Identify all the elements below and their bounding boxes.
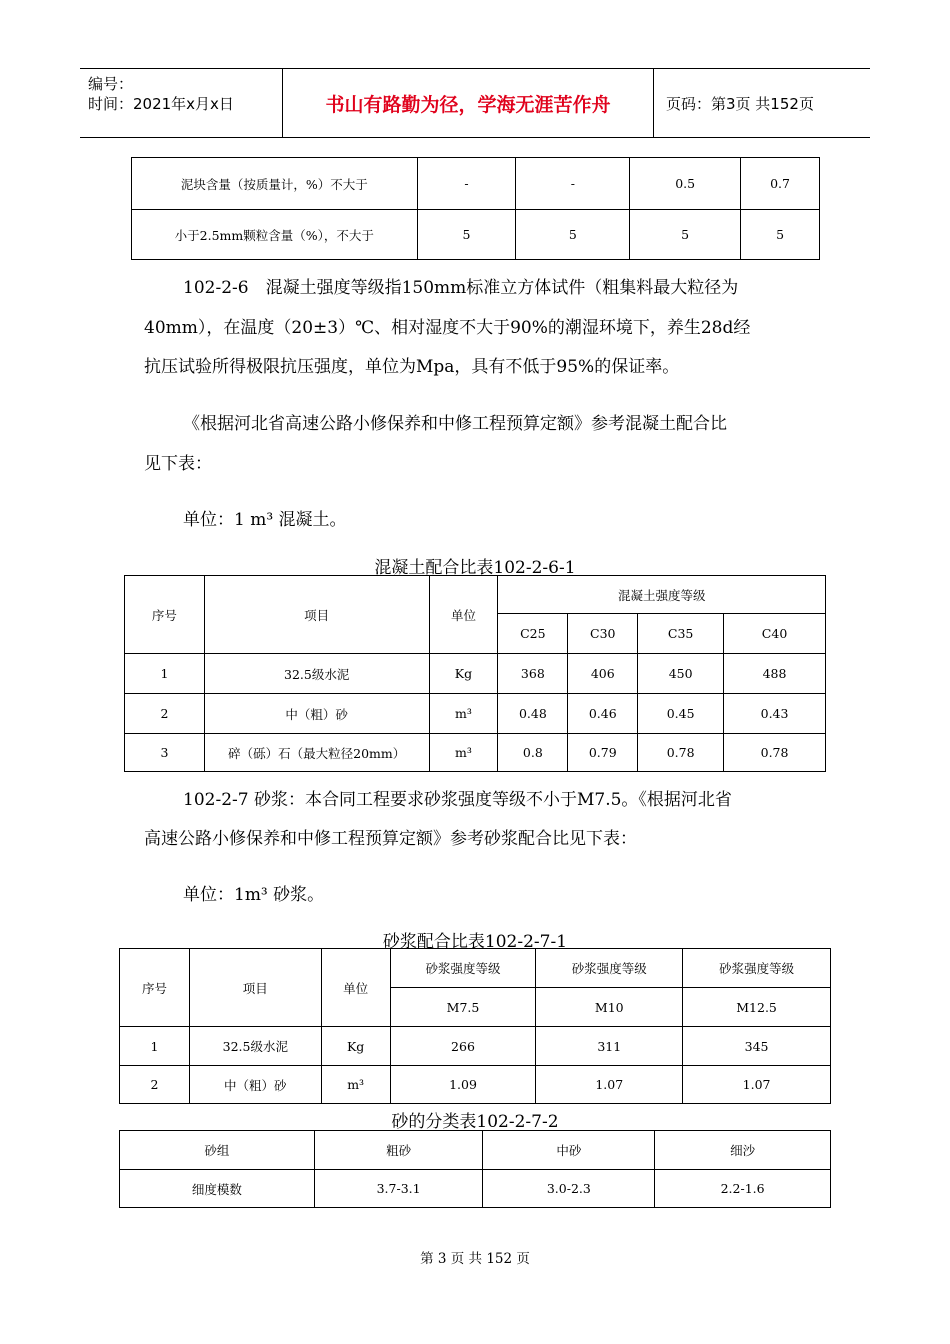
para-102-2-7-line2: 高速公路小修保养和中修工程预算定额》参考砂浆配合比见下表： (144, 829, 637, 849)
concrete-mix-table (124, 575, 826, 772)
header-item: 项目 (189, 949, 321, 1027)
table-cell: 0.78 (724, 734, 826, 772)
table-cell: 0.79 (568, 734, 638, 772)
table-cell: 小于2.5mm颗粒含量（%），不大于 (132, 210, 418, 260)
table-cell: 32.5级水泥 (189, 1027, 321, 1066)
table-cell: 368 (498, 654, 568, 694)
header-no: 序号 (120, 949, 190, 1027)
aggregate-table (131, 157, 820, 260)
page-footer: 第 3 页 共 152 页 (420, 1251, 530, 1267)
concrete-table-caption: 混凝土配合比表102-2-6-1 (374, 558, 576, 578)
sand-class-table (119, 1130, 831, 1208)
table-cell: m³ (321, 1066, 390, 1104)
header-page-label: 页码：第3页 共152页 (666, 94, 814, 113)
table-cell: - (516, 158, 630, 210)
table-row (125, 734, 826, 772)
table-cell: m³ (429, 734, 498, 772)
table-cell: 1 (125, 654, 205, 694)
table-header-row (120, 949, 831, 988)
header-grade: 砂浆强度等级 (390, 949, 536, 988)
header-no: 序号 (125, 576, 205, 654)
table-cell: 粗砂 (314, 1131, 483, 1170)
grade-cell: M7.5 (390, 988, 536, 1027)
table-cell: 0.43 (724, 694, 826, 734)
table-cell: 32.5级水泥 (204, 654, 429, 694)
table-cell: 2 (120, 1066, 190, 1104)
para-ref1-line1: 《根据河北省高速公路小修保养和中修工程预算定额》参考混凝土配合比 (183, 414, 727, 434)
table-cell: 5 (516, 210, 630, 260)
table-cell: 2 (125, 694, 205, 734)
table-cell: 0.8 (498, 734, 568, 772)
para-102-2-6-line2: 40mm），在温度（20±3）℃、相对湿度不大于90%的潮湿环境下，养生28d经 (144, 318, 751, 338)
table-cell: 中砂 (483, 1131, 655, 1170)
unit-line-1: 单位：1 m³ 混凝土。 (183, 510, 347, 530)
grade-cell: C35 (638, 614, 724, 654)
table-cell: Kg (429, 654, 498, 694)
grade-cell: C25 (498, 614, 568, 654)
table-cell: Kg (321, 1027, 390, 1066)
para-102-2-7-line1: 102-2-7 砂浆：本合同工程要求砂浆强度等级不小于M7.5。《根据河北省 (183, 790, 732, 810)
table-cell: 0.45 (638, 694, 724, 734)
table-cell: 泥块含量（按质量计，%）不大于 (132, 158, 418, 210)
table-cell: 266 (390, 1027, 536, 1066)
mortar-mix-table (119, 948, 831, 1104)
header-meta (80, 69, 283, 137)
table-cell: 0.5 (630, 158, 741, 210)
table-cell: 406 (568, 654, 638, 694)
header-slogan: 书山有路勤为径，学海无涯苦作舟 (283, 69, 654, 137)
header-page (660, 69, 870, 137)
grade-cell: C40 (724, 614, 826, 654)
table-cell: 3 (125, 734, 205, 772)
header-unit: 单位 (429, 576, 498, 654)
table-cell: 3.7-3.1 (314, 1170, 483, 1208)
table-cell: m³ (429, 694, 498, 734)
table-cell: 0.48 (498, 694, 568, 734)
table-cell: 砂组 (120, 1131, 315, 1170)
table-cell: 1.09 (390, 1066, 536, 1104)
header-grade: 砂浆强度等级 (683, 949, 831, 988)
table-cell: 1.07 (536, 1066, 683, 1104)
table-cell: 450 (638, 654, 724, 694)
table-cell: 0.46 (568, 694, 638, 734)
table-cell: 488 (724, 654, 826, 694)
table-cell: 5 (630, 210, 741, 260)
table-header-row (120, 1131, 831, 1170)
table-cell: 3.0-2.3 (483, 1170, 655, 1208)
grade-cell: C30 (568, 614, 638, 654)
table-cell: 5 (741, 210, 820, 260)
table-row (132, 158, 820, 210)
table-cell: 中（粗）砂 (204, 694, 429, 734)
table-row (120, 1170, 831, 1208)
sand-table-caption: 砂的分类表102-2-7-2 (391, 1112, 559, 1132)
header-number: 编号： (88, 75, 134, 93)
para-102-2-6-line3: 抗压试验所得极限抗压强度，单位为Mpa，具有不低于95%的保证率。 (144, 357, 680, 377)
unit-line-2: 单位：1m³ 砂浆。 (183, 885, 325, 905)
table-cell: 2.2-1.6 (655, 1170, 831, 1208)
table-cell: 细沙 (655, 1131, 831, 1170)
table-cell: 1.07 (683, 1066, 831, 1104)
table-cell: 碎（砾）石（最大粒径20mm） (204, 734, 429, 772)
table-cell: 345 (683, 1027, 831, 1066)
table-cell: 细度模数 (120, 1170, 315, 1208)
para-102-2-6-line1: 102-2-6 混凝土强度等级指150mm标准立方体试件（粗集料最大粒径为 (183, 278, 739, 298)
table-cell: 311 (536, 1027, 683, 1066)
grade-cell: M10 (536, 988, 683, 1027)
table-row (132, 210, 820, 260)
table-cell: - (417, 158, 516, 210)
table-row (125, 654, 826, 694)
para-ref1-line2: 见下表： (144, 454, 212, 474)
table-cell: 0.7 (741, 158, 820, 210)
table-cell: 1 (120, 1027, 190, 1066)
table-cell: 中（粗）砂 (189, 1066, 321, 1104)
header-grade: 混凝土强度等级 (498, 576, 826, 614)
grade-cell: M12.5 (683, 988, 831, 1027)
header-item: 项目 (204, 576, 429, 654)
table-cell: 5 (417, 210, 516, 260)
table-header-row (125, 576, 826, 614)
table-row (125, 694, 826, 734)
table-row (120, 1066, 831, 1104)
header-time: 时间：2021年x月x日 (88, 95, 234, 113)
header-grade: 砂浆强度等级 (536, 949, 683, 988)
table-row (120, 1027, 831, 1066)
table-cell: 0.78 (638, 734, 724, 772)
page-header (80, 68, 870, 138)
mortar-table-caption: 砂浆配合比表102-2-7-1 (382, 932, 568, 952)
header-unit: 单位 (321, 949, 390, 1027)
